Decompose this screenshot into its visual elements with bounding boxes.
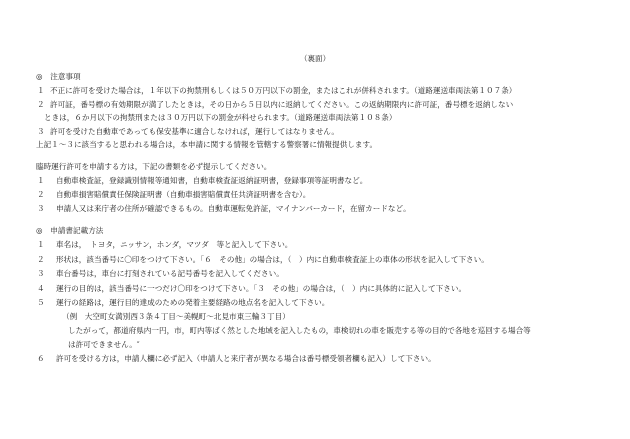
instructions-item-5-number: ５ <box>37 298 45 307</box>
notes-item-2-continuation: ときは，６か月以下の拘禁刑または３０万円以下の罰金が科せられます。（道路運送車両法第１０８条） <box>44 113 397 122</box>
instructions-item-3-text: 車台番号は，車台に打刻されている記号番号を記入してください。 <box>56 269 284 278</box>
instructions-item-1-text: 車名は， トヨタ，ニッサン，ホンダ，マツダ 等と記入して下さい。 <box>56 240 293 249</box>
instructions-item-5-example: （例 大空町女満別西３条４丁目～美幌町～北見市東三輪３丁目） <box>62 312 290 321</box>
instructions-item-6-text: 許可を受ける方は，申請人欄に必ず記入（申請人と来庁者が異なる場合は番号標受領者欄も記入）して下さい。 <box>56 354 436 363</box>
documents-item-3-number: ３ <box>37 204 45 213</box>
documents-item-1-number: １ <box>37 176 45 185</box>
instructions-item-2-text: 形状は，該当番号に〇印をつけて下さい。「６ その他」の場合は，（ ）内に自動車検査証上の車体の形状を記入して下さい。 <box>56 255 489 264</box>
page-title: （裏面） <box>299 54 331 63</box>
notes-heading: ◎ 注意事項 <box>36 72 81 81</box>
instructions-item-6-number: ６ <box>37 354 45 363</box>
instructions-item-4-text: 運行の目的は，該当番号に一つだけ〇印をつけて下さい。「３ その他」の場合は，（ ）内に具体的に記入して下さい。 <box>56 284 467 293</box>
notes-item-3-text: 許可を受けた自動車であっても保安基準に適合しなければ，運行してはなりません。 <box>50 127 339 136</box>
instructions-item-5-text: 運行の経路は，運行目的達成のための発着主要経路の地点名を記入して下さい。 <box>56 298 330 307</box>
notes-item-1-text: 不正に許可を受けた場合は，１年以下の拘禁刑もしくは５０万円以下の罰金，またはこれが併科されます。（道路運送車両法第１０７条） <box>50 86 517 95</box>
notes-item-3-number: ３ <box>37 127 45 136</box>
instructions-item-4-number: ４ <box>37 284 45 293</box>
documents-item-2-text: 自動車損害賠償責任保険証明書（自動車損害賠償責任共済証明書を含む）。 <box>56 190 311 199</box>
documents-item-3-text: 申請人又は来庁者の住所が確認できるもの。自動車運転免許証，マイナンバーカード，在留カードなど。 <box>56 204 411 213</box>
documents-heading: 臨時運行許可を申請する方は，下記の書類を必ず提示してください。 <box>36 162 272 171</box>
documents-item-2-number: ２ <box>37 190 45 199</box>
notes-footer: 上記１～３に該当すると思われる場合は，本申請に関する情報を管轄する警察署に情報提供します。 <box>36 140 378 149</box>
notes-item-2-text: 許可証，番号標の有効期限が満了したときは，その日から５日以内に返納してください。この返納期限内に許可証，番号標を返納しない <box>50 100 514 109</box>
instructions-item-3-number: ３ <box>37 269 45 278</box>
instructions-item-5-note-line-2: は許可できません。″ <box>68 340 140 349</box>
instructions-heading: ◎ 申請書記載方法 <box>36 226 104 235</box>
notes-item-1-number: １ <box>37 86 45 95</box>
documents-item-1-text: 自動車検査証，登録識別情報等通知書，自動車検査証返納証明書，登録事項等証明書など。 <box>56 176 368 185</box>
notes-item-2-number: ２ <box>37 100 45 109</box>
instructions-item-2-number: ２ <box>37 255 45 264</box>
instructions-item-1-number: １ <box>37 240 45 249</box>
instructions-item-5-note-line-1: したがって，都道府県内一円，市，町内等ばく然とした地域を記入したもの，車検切れの車を販売する等の目的で各地を巡回する場合等 <box>68 326 531 335</box>
